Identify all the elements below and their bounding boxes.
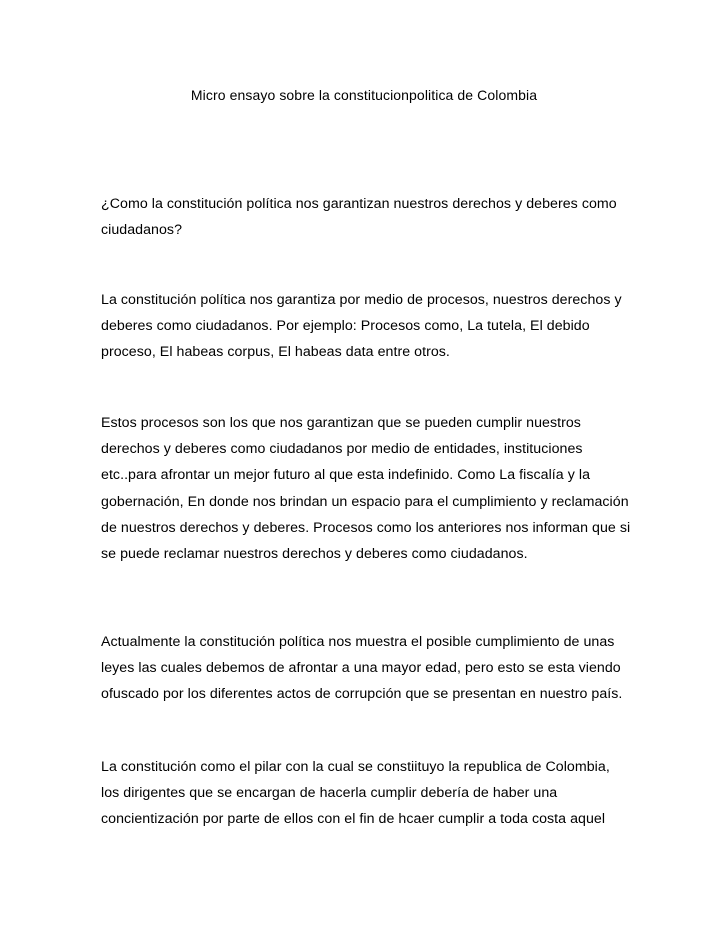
body-paragraph-3: Actualmente la constitución política nos muestra el posible cumplimiento de unas leyes las cuales debemos de afrontar a una mayor edad, pero esto se esta viendo ofuscado por los diferentes actos de corrupción que se presentan en nuestro país. [101, 634, 623, 703]
body-paragraph-4: La constitución como el pilar con la cual se constiituyo la republica de Colombia, los dirigentes que se encargan de hacerla cumplir debería de haber una concientización por parte de ellos con el fin de hcaer cumplir a toda costa aquel [101, 759, 610, 828]
question-paragraph: ¿Como la constitución política nos garantizan nuestros derechos y deberes como ciudadanos? [101, 196, 617, 239]
body-paragraph-2: Estos procesos son los que nos garantizan que se pueden cumplir nuestros derechos y deberes como ciudadanos por medio de entidades, instituciones etc..para afrontar un mejor futuro al que esta indefinido. Como La fiscalía y la gobernación, En donde nos brindan un espacio para el cumplimiento y reclamación de nuestros derechos y deberes. Procesos como los anteriores nos informan que si se puede reclamar nuestros derechos y deberes como ciudadanos. [101, 415, 631, 563]
document-title: Micro ensayo sobre la constitucionpolitica de Colombia [190, 87, 538, 103]
body-paragraph-1: La constitución política nos garantiza por medio de procesos, nuestros derechos y deberes como ciudadanos. Por ejemplo: Procesos como, La tutela, El debido proceso, El habeas corpus, El habeas data entre otros. [101, 292, 622, 361]
